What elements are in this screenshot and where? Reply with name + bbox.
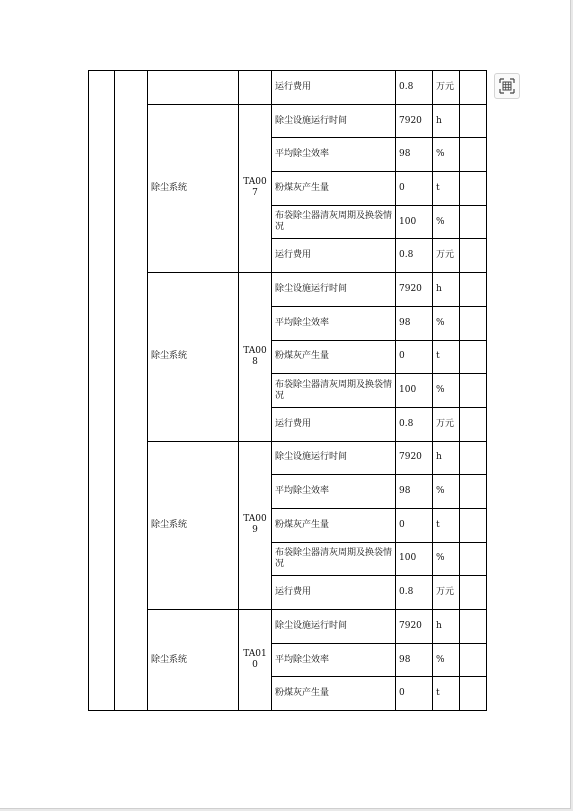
value-cell: 98 [396, 306, 433, 340]
value-cell: 98 [396, 138, 433, 172]
unit-cell: % [433, 475, 460, 509]
item-cell: 运行费用 [272, 576, 396, 610]
unit-cell: t [433, 172, 460, 206]
remark-cell [460, 340, 487, 374]
blank-column-1 [89, 71, 115, 711]
unit-cell: % [433, 374, 460, 408]
system-cell: 除尘系统 [148, 441, 239, 609]
item-cell: 粉煤灰产生量 [272, 172, 396, 206]
value-cell: 7920 [396, 610, 433, 644]
remark-cell [460, 239, 487, 273]
remark-cell [460, 610, 487, 644]
system-cell: 除尘系统 [148, 273, 239, 441]
value-cell: 0 [396, 340, 433, 374]
remark-cell [460, 104, 487, 138]
table-row [89, 441, 487, 475]
item-cell: 除尘设施运行时间 [272, 610, 396, 644]
remark-cell [460, 138, 487, 172]
item-cell: 平均除尘效率 [272, 138, 396, 172]
remark-cell [460, 542, 487, 576]
unit-cell: h [433, 104, 460, 138]
table-row [89, 273, 487, 307]
unit-cell: % [433, 205, 460, 239]
unit-cell: t [433, 677, 460, 711]
remark-cell [460, 508, 487, 542]
unit-cell: % [433, 138, 460, 172]
value-cell: 100 [396, 205, 433, 239]
item-cell: 运行费用 [272, 239, 396, 273]
remark-cell [460, 374, 487, 408]
unit-cell: 万元 [433, 71, 460, 105]
remark-cell [460, 643, 487, 677]
unit-cell: % [433, 643, 460, 677]
value-cell: 0.8 [396, 576, 433, 610]
remark-cell [460, 441, 487, 475]
remark-cell [460, 306, 487, 340]
value-cell: 0.8 [396, 407, 433, 441]
unit-cell: t [433, 508, 460, 542]
unit-cell: % [433, 306, 460, 340]
value-cell: 0.8 [396, 71, 433, 105]
value-cell: 0 [396, 172, 433, 206]
value-cell: 7920 [396, 441, 433, 475]
item-cell: 平均除尘效率 [272, 306, 396, 340]
code-cell [239, 71, 272, 105]
system-cell [148, 71, 239, 105]
item-cell: 除尘设施运行时间 [272, 441, 396, 475]
value-cell: 98 [396, 475, 433, 509]
item-cell: 除尘设施运行时间 [272, 273, 396, 307]
unit-cell: h [433, 273, 460, 307]
blank-column-2 [115, 71, 148, 711]
monitoring-table [88, 70, 487, 711]
item-cell: 粉煤灰产生量 [272, 340, 396, 374]
unit-cell: h [433, 610, 460, 644]
unit-cell: 万元 [433, 576, 460, 610]
value-cell: 7920 [396, 273, 433, 307]
value-cell: 100 [396, 542, 433, 576]
item-cell: 布袋除尘器清灰周期及换袋情况 [272, 542, 396, 576]
table-body [89, 71, 487, 711]
table-row [89, 104, 487, 138]
unit-cell: h [433, 441, 460, 475]
system-cell: 除尘系统 [148, 104, 239, 272]
item-cell: 运行费用 [272, 71, 396, 105]
value-cell: 98 [396, 643, 433, 677]
unit-cell: 万元 [433, 407, 460, 441]
code-cell: TA010 [239, 610, 272, 711]
value-cell: 7920 [396, 104, 433, 138]
remark-cell [460, 407, 487, 441]
remark-cell [460, 576, 487, 610]
value-cell: 0.8 [396, 239, 433, 273]
item-cell: 布袋除尘器清灰周期及换袋情况 [272, 205, 396, 239]
unit-cell: 万元 [433, 239, 460, 273]
item-cell: 除尘设施运行时间 [272, 104, 396, 138]
value-cell: 0 [396, 677, 433, 711]
code-cell: TA007 [239, 104, 272, 272]
remark-cell [460, 71, 487, 105]
code-cell: TA009 [239, 441, 272, 609]
unit-cell: % [433, 542, 460, 576]
system-cell: 除尘系统 [148, 610, 239, 711]
item-cell: 运行费用 [272, 407, 396, 441]
unit-cell: t [433, 340, 460, 374]
item-cell: 平均除尘效率 [272, 475, 396, 509]
remark-cell [460, 677, 487, 711]
table-grid-icon [499, 78, 515, 94]
table-row [89, 71, 487, 105]
item-cell: 布袋除尘器清灰周期及换袋情况 [272, 374, 396, 408]
select-table-icon[interactable] [494, 73, 520, 99]
item-cell: 平均除尘效率 [272, 643, 396, 677]
remark-cell [460, 205, 487, 239]
remark-cell [460, 273, 487, 307]
item-cell: 粉煤灰产生量 [272, 508, 396, 542]
remark-cell [460, 475, 487, 509]
remark-cell [460, 172, 487, 206]
value-cell: 100 [396, 374, 433, 408]
value-cell: 0 [396, 508, 433, 542]
code-cell: TA008 [239, 273, 272, 441]
table-row [89, 610, 487, 644]
item-cell: 粉煤灰产生量 [272, 677, 396, 711]
